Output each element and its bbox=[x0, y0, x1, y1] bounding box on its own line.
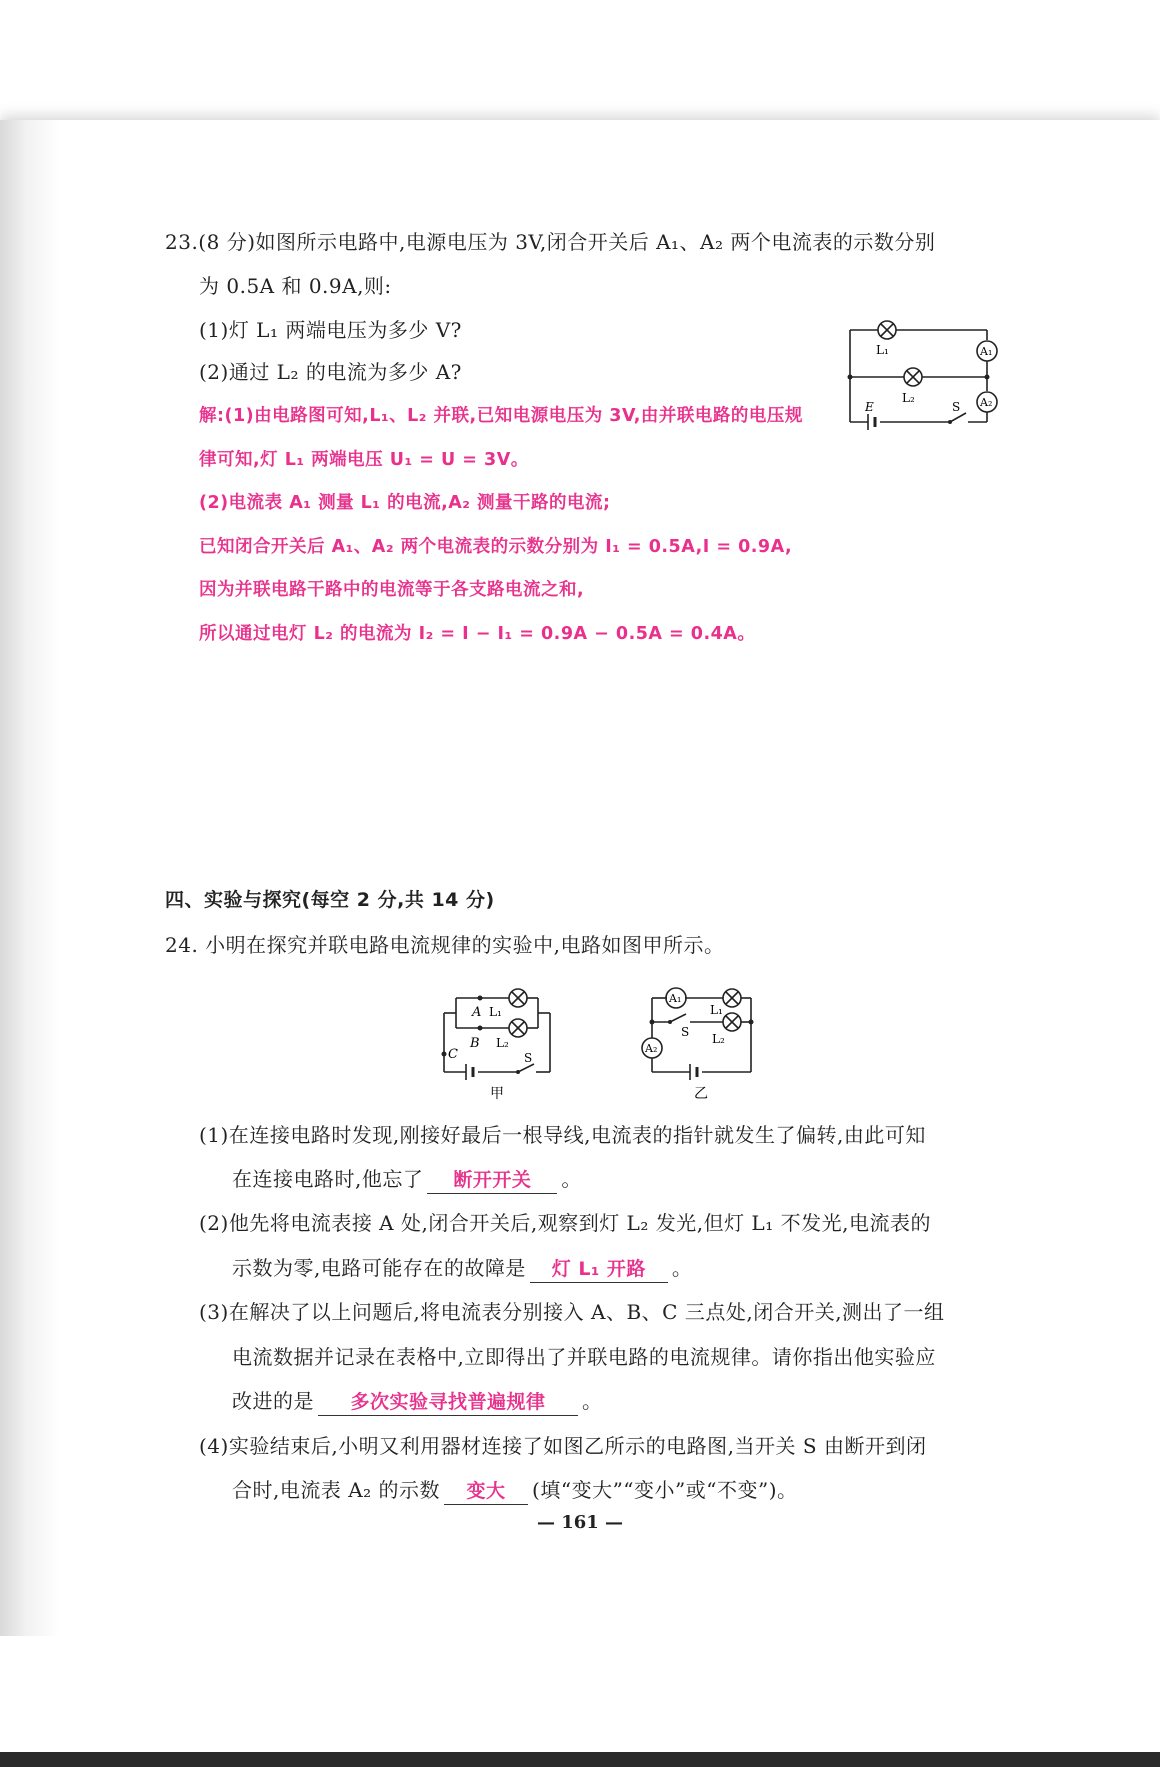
q23-fig-A2: A₂ bbox=[980, 396, 993, 409]
page-spine-shadow bbox=[0, 120, 60, 1636]
q24-part3-end: 。 bbox=[582, 1389, 603, 1413]
q24-yi-caption: 乙 bbox=[694, 1086, 708, 1102]
q24-part3-line2: 电流数据并记录在表格中,立即得出了并联电路的电流规律。请你指出他实验应 bbox=[232, 1345, 936, 1369]
q24-part3-prompt: 改进的是 bbox=[232, 1389, 314, 1413]
q23-fig-A1: A₁ bbox=[980, 345, 993, 358]
q24-jia-caption: 甲 bbox=[490, 1086, 504, 1102]
q24-part3-answer-blank: 多次实验寻找普遍规律 bbox=[318, 1389, 578, 1416]
q23-subquestion-1: (1)灯 L₁ 两端电压为多少 V? bbox=[199, 318, 462, 342]
q24-part1-line1: (1)在连接电路时发现,刚接好最后一根导线,电流表的指针就发生了偏转,由此可知 bbox=[199, 1123, 926, 1147]
q24-part3-line1: (3)在解决了以上问题后,将电流表分别接入 A、B、C 三点处,闭合开关,测出了一组 bbox=[199, 1300, 945, 1324]
q24-part4-prompt: 合时,电流表 A₂ 的示数 bbox=[232, 1478, 441, 1502]
q24-part2-end: 。 bbox=[671, 1256, 693, 1280]
q23-stem-line1: 23.(8 分)如图所示电路中,电源电压为 3V,闭合开关后 A₁、A₂ 两个电流表的示数分别 bbox=[165, 230, 936, 254]
q24-intro: 24. 小明在探究并联电路电流规律的实验中,电路如图甲所示。 bbox=[165, 933, 725, 957]
q23-answer-line3: (2)电流表 A₁ 测量 L₁ 的电流,A₂ 测量干路的电流; bbox=[199, 493, 611, 513]
q24-jia-point-B: B bbox=[470, 1036, 480, 1051]
q23-answer-line6: 所以通过电灯 L₂ 的电流为 I₂ = I − I₁ = 0.9A − 0.5A = 0.4A。 bbox=[199, 624, 756, 644]
q23-fig-S: S bbox=[952, 400, 961, 414]
q24-circuit-jia bbox=[436, 982, 558, 1102]
q23-fig-L2: L₂ bbox=[902, 391, 915, 405]
q24-part2-answer-blank: 灯 L₁ 开路 bbox=[530, 1256, 668, 1283]
q24-part3-line3 bbox=[232, 1387, 603, 1416]
q24-part1-answer-blank: 断开开关 bbox=[427, 1167, 557, 1194]
q24-part1-prompt: 在连接电路时,他忘了 bbox=[232, 1167, 424, 1191]
q23-circuit-diagram bbox=[840, 310, 1010, 435]
q24-part1-end: 。 bbox=[561, 1167, 582, 1191]
q24-part4-answer-blank: 变大 bbox=[444, 1478, 528, 1505]
q24-yi-L2: L₂ bbox=[712, 1032, 725, 1046]
q24-yi-A1: A₁ bbox=[669, 992, 682, 1005]
q24-part2-line2 bbox=[232, 1254, 692, 1283]
q24-part4-end: (填“变大”“变小”或“不变”)。 bbox=[532, 1478, 798, 1502]
q24-jia-point-A: A bbox=[472, 1005, 482, 1020]
q24-jia-point-C: C bbox=[448, 1047, 458, 1062]
q24-circuit-yi bbox=[638, 980, 760, 1102]
q24-part2-line1: (2)他先将电流表接 A 处,闭合开关后,观察到灯 L₂ 发光,但灯 L₁ 不发光,电流表的 bbox=[199, 1211, 931, 1235]
q24-yi-A2: A₂ bbox=[645, 1042, 658, 1055]
q24-part2-prompt: 示数为零,电路可能存在的故障是 bbox=[232, 1256, 526, 1280]
q24-jia-L2: L₂ bbox=[496, 1036, 509, 1050]
q24-yi-S: S bbox=[681, 1025, 690, 1039]
q23-fig-E: E bbox=[865, 400, 874, 414]
top-margin bbox=[0, 0, 1160, 118]
q23-fig-L1: L₁ bbox=[876, 343, 889, 357]
q24-part4-line1: (4)实验结束后,小明又利用器材连接了如图乙所示的电路图,当开关 S 由断开到闭 bbox=[199, 1434, 927, 1458]
q24-part1-line2 bbox=[232, 1165, 582, 1194]
q23-subquestion-2: (2)通过 L₂ 的电流为多少 A? bbox=[199, 360, 462, 384]
q23-answer-line2: 律可知,灯 L₁ 两端电压 U₁ = U = 3V。 bbox=[199, 450, 529, 470]
bottom-margin bbox=[0, 1636, 1160, 1752]
page-number: — 161 — bbox=[536, 1512, 624, 1533]
bottom-bar bbox=[0, 1752, 1160, 1767]
q24-jia-S: S bbox=[524, 1051, 533, 1065]
q23-answer-line4: 已知闭合开关后 A₁、A₂ 两个电流表的示数分别为 I₁ = 0.5A,I = 0.9A, bbox=[199, 537, 793, 557]
q23-stem-line2: 为 0.5A 和 0.9A,则: bbox=[199, 274, 392, 298]
q23-answer-line5: 因为并联电路干路中的电流等于各支路电流之和, bbox=[199, 580, 585, 600]
q23-answer-line1: 解:(1)由电路图可知,L₁、L₂ 并联,已知电源电压为 3V,由并联电路的电压规 bbox=[199, 406, 803, 426]
q24-jia-L1: L₁ bbox=[489, 1005, 502, 1019]
q24-part4-line2 bbox=[232, 1476, 798, 1505]
section-4-heading: 四、实验与探究(每空 2 分,共 14 分) bbox=[165, 889, 495, 911]
q24-yi-L1: L₁ bbox=[710, 1003, 723, 1017]
